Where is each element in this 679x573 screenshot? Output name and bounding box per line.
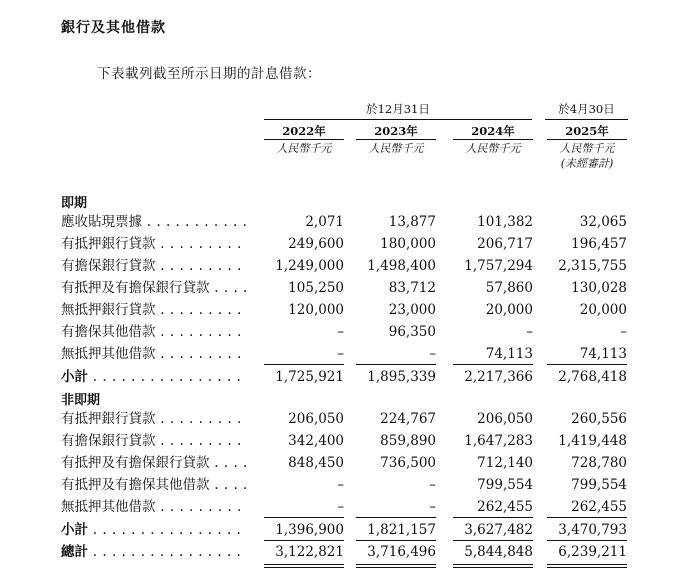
cell-2024: 57,860	[485, 280, 533, 296]
cell-2022: –	[337, 477, 344, 493]
cell-2024: 206,717	[477, 236, 533, 252]
table-row	[0, 211, 679, 233]
noncurrent-heading: 非即期	[61, 393, 101, 408]
cell-2022: 3,122,821	[275, 544, 344, 560]
table-row	[0, 430, 679, 452]
cell-2025: –	[620, 324, 627, 340]
subtotal-row	[0, 366, 679, 388]
year-rule-2024	[453, 139, 533, 140]
cell-2024: 20,000	[485, 302, 533, 318]
subtotal-rule	[453, 517, 533, 518]
subtotal-row	[0, 519, 679, 541]
row-label: 有抵押銀行貸款 . . .	[61, 408, 246, 430]
cell-2023: 3,716,496	[367, 544, 436, 560]
total-double-rule	[453, 567, 533, 568]
subtotal-rule	[356, 364, 436, 365]
header-group-apr30: 於4月30日	[558, 102, 615, 116]
cell-2025: 799,554	[571, 477, 627, 493]
cell-2023: 13,877	[388, 214, 436, 230]
cell-2022: 848,450	[288, 455, 344, 471]
cell-2023: 1,821,157	[367, 522, 436, 538]
total-double-rule	[547, 564, 627, 565]
subtotal-rule	[356, 517, 436, 518]
subtotal-rule	[264, 517, 344, 518]
cell-2024: 712,140	[477, 455, 533, 471]
cell-2025: 262,455	[571, 499, 627, 515]
cell-2024: 101,382	[477, 214, 533, 230]
cell-2024: 2,217,366	[464, 369, 533, 385]
total-double-rule	[547, 567, 627, 568]
year-rule-2022	[264, 139, 344, 140]
cell-2025: 20,000	[579, 302, 627, 318]
table-row	[0, 299, 679, 321]
cell-2025: 2,315,755	[558, 258, 627, 274]
total-label: 總計 . . .	[61, 541, 246, 563]
cell-2022: 1,725,921	[275, 369, 344, 385]
cell-2024: 3,627,482	[464, 522, 533, 538]
year-rule-2025	[547, 139, 627, 140]
unit-2023: 人民幣千元	[368, 142, 424, 155]
row-label: 有抵押及有擔保其他借款 . . .	[61, 474, 246, 496]
row-label: 有抵押銀行貸款 . . .	[61, 233, 246, 255]
cell-2025: 260,556	[571, 411, 627, 427]
cell-2023: 83,712	[388, 280, 436, 296]
total-double-rule	[264, 567, 344, 568]
cell-2024: 1,647,283	[464, 433, 533, 449]
total-double-rule	[264, 564, 344, 565]
total-double-rule	[356, 567, 436, 568]
table-row	[0, 255, 679, 277]
cell-2022: –	[337, 346, 344, 362]
cell-2024: 206,050	[477, 411, 533, 427]
subtotal-rule	[453, 364, 533, 365]
cell-2023: 1,895,339	[367, 369, 436, 385]
cell-2022: 2,071	[305, 214, 344, 230]
row-label: 無抵押銀行貸款 . . .	[61, 299, 246, 321]
cell-2023: 23,000	[388, 302, 436, 318]
cell-2025: 196,457	[571, 236, 627, 252]
subtotal-label: 小計 . . .	[61, 519, 246, 541]
header-group-dec31: 於12月31日	[366, 102, 430, 116]
subtotal-label: 小計 . . .	[61, 366, 246, 388]
row-label: 有擔保銀行貸款 . . .	[61, 255, 246, 277]
year-2022: 2022年	[282, 124, 326, 138]
unit-unaudited: (未經審計)	[560, 157, 614, 170]
row-label: 有擔保其他借款 . . .	[61, 321, 246, 343]
cell-2025: 6,239,211	[558, 544, 627, 560]
row-label: 有抵押及有擔保銀行貸款 . . .	[61, 277, 246, 299]
cell-2023: 736,500	[380, 455, 436, 471]
cell-2025: 1,419,448	[558, 433, 627, 449]
header-rule-dec31	[264, 119, 532, 120]
cell-2023: 180,000	[380, 236, 436, 252]
row-label: 應收貼現票據 . . .	[61, 211, 246, 233]
total-double-rule	[356, 564, 436, 565]
cell-2023: 1,498,400	[367, 258, 436, 274]
year-2023: 2023年	[374, 124, 418, 138]
cell-2022: 206,050	[288, 411, 344, 427]
cell-2025: 32,065	[579, 214, 627, 230]
cell-2024: –	[526, 324, 533, 340]
row-label: 無抵押其他借款 . . .	[61, 496, 246, 518]
table-row	[0, 408, 679, 430]
cell-2025: 728,780	[571, 455, 627, 471]
row-label: 有擔保銀行貸款 . . .	[61, 430, 246, 452]
table-row	[0, 452, 679, 474]
cell-2022: 249,600	[288, 236, 344, 252]
table-row	[0, 343, 679, 365]
current-heading: 即期	[61, 196, 88, 211]
section-title: 銀行及其他借款	[61, 20, 166, 36]
unit-2024: 人民幣千元	[465, 142, 521, 155]
cell-2023: –	[429, 499, 436, 515]
table-row	[0, 474, 679, 496]
subtotal-rule	[547, 517, 627, 518]
cell-2024: 262,455	[477, 499, 533, 515]
cell-2025: 74,113	[579, 346, 627, 362]
table-row	[0, 496, 679, 518]
cell-2023: 859,890	[380, 433, 436, 449]
cell-2024: 1,757,294	[464, 258, 533, 274]
cell-2025: 2,768,418	[558, 369, 627, 385]
cell-2022: –	[337, 499, 344, 515]
total-row	[0, 541, 679, 563]
table-row	[0, 321, 679, 343]
year-2024: 2024年	[471, 124, 515, 138]
subtotal-rule	[264, 364, 344, 365]
table-row	[0, 233, 679, 255]
cell-2022: 105,250	[288, 280, 344, 296]
header-rule-apr30	[545, 119, 628, 120]
cell-2022: 1,396,900	[275, 522, 344, 538]
cell-2023: 96,350	[388, 324, 436, 340]
year-2025: 2025年	[565, 124, 609, 138]
cell-2024: 74,113	[485, 346, 533, 362]
cell-2025: 130,028	[571, 280, 627, 296]
intro-text: 下表載列截至所示日期的計息借款：	[97, 66, 321, 82]
row-label: 無抵押其他借款 . . .	[61, 343, 246, 365]
cell-2022: –	[337, 324, 344, 340]
cell-2024: 5,844,848	[464, 544, 533, 560]
cell-2024: 799,554	[477, 477, 533, 493]
row-label: 有抵押及有擔保銀行貸款 . . .	[61, 452, 246, 474]
cell-2022: 342,400	[288, 433, 344, 449]
cell-2023: –	[429, 477, 436, 493]
cell-2023: 224,767	[380, 411, 436, 427]
cell-2022: 120,000	[288, 302, 344, 318]
total-double-rule	[453, 564, 533, 565]
subtotal-rule	[547, 364, 627, 365]
cell-2022: 1,249,000	[275, 258, 344, 274]
unit-2022: 人民幣千元	[276, 142, 332, 155]
cell-2023: –	[429, 346, 436, 362]
year-rule-2023	[356, 139, 436, 140]
table-row	[0, 277, 679, 299]
unit-2025: 人民幣千元	[559, 142, 615, 155]
cell-2025: 3,470,793	[558, 522, 627, 538]
